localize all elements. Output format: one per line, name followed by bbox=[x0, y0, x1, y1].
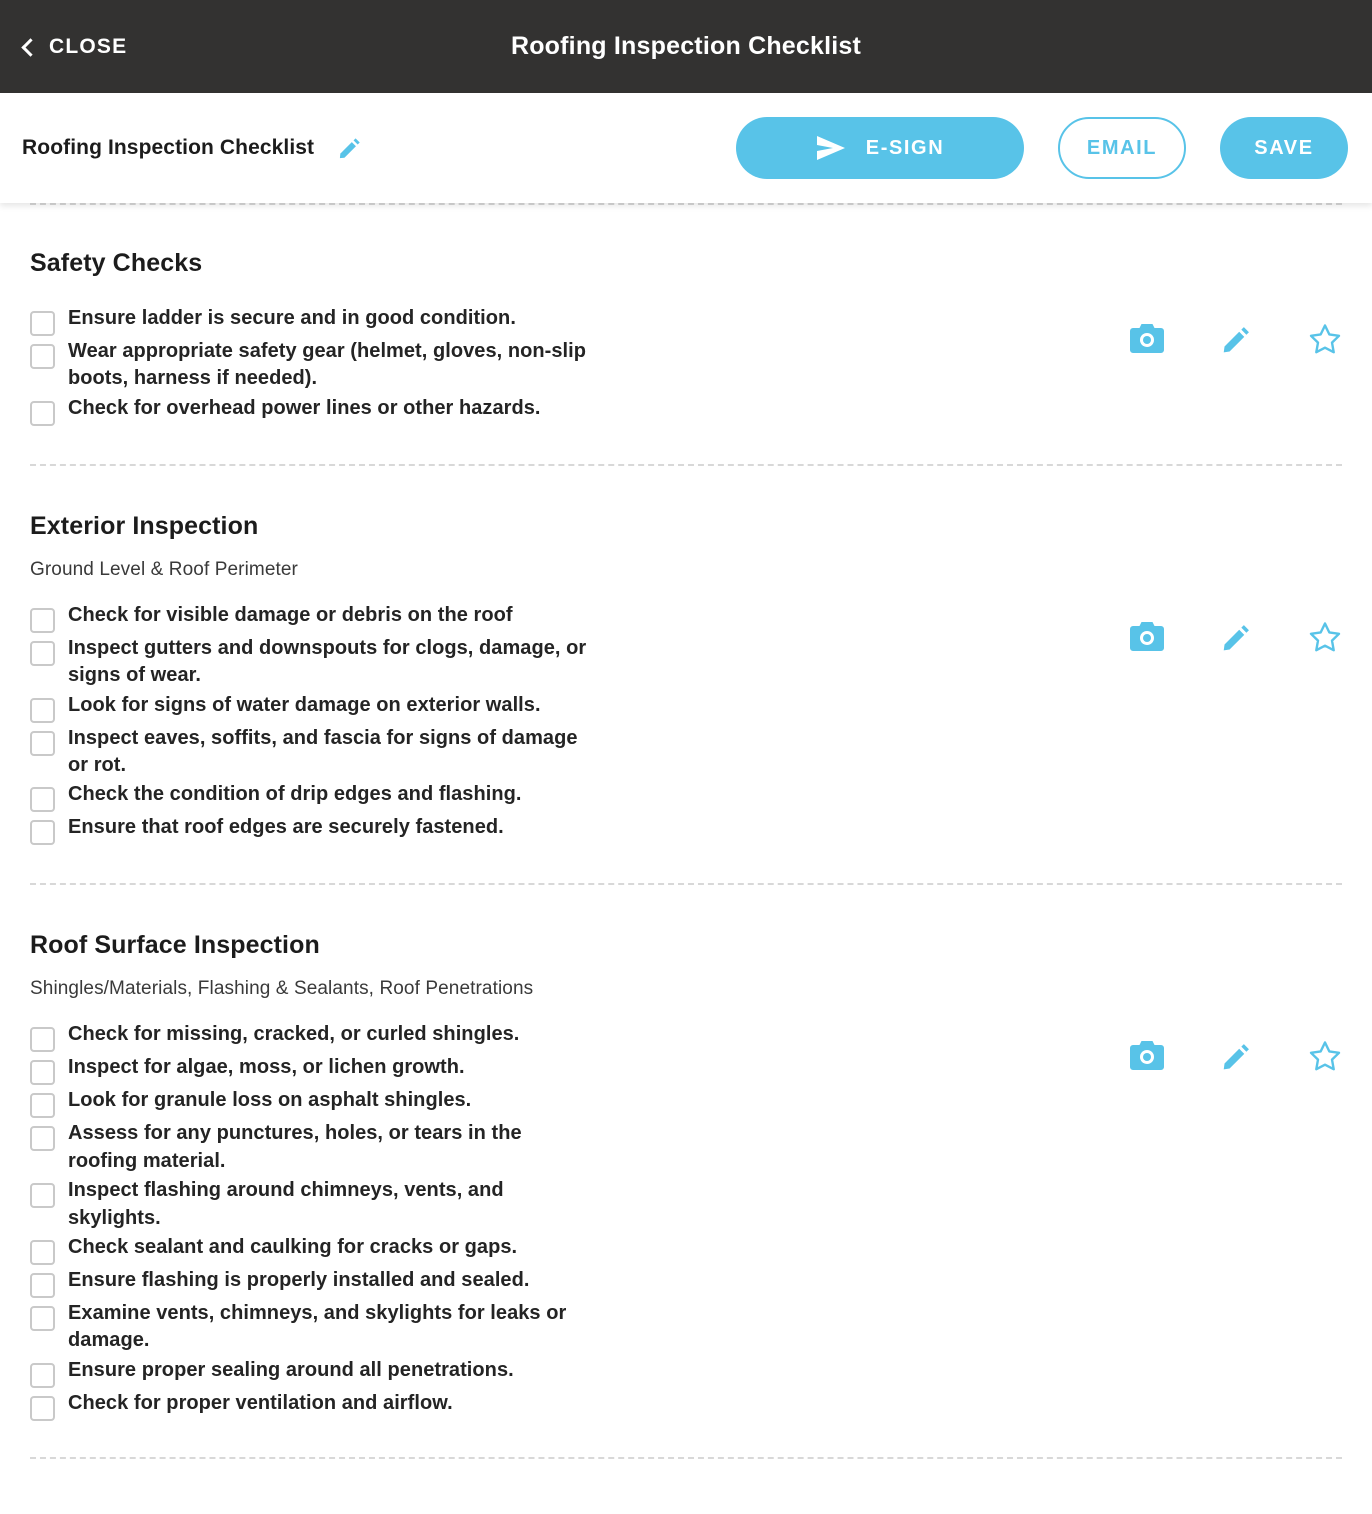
section-action-icons bbox=[1130, 621, 1342, 653]
checkbox[interactable] bbox=[30, 311, 55, 336]
star-outline-icon bbox=[1308, 621, 1342, 653]
list-item-label: Assess for any punctures, holes, or tears in the roofing material. bbox=[68, 1122, 522, 1172]
list-item-label: Wear appropriate safety gear (helmet, gloves, non-slip boots, harness if needed). bbox=[68, 340, 587, 390]
checkbox[interactable] bbox=[30, 731, 55, 756]
document-toolbar bbox=[0, 93, 1372, 203]
add-photo-button[interactable] bbox=[1130, 324, 1164, 354]
add-photo-button[interactable] bbox=[1130, 622, 1164, 652]
camera-icon bbox=[1130, 1041, 1164, 1071]
checkbox[interactable] bbox=[30, 401, 55, 426]
checkbox[interactable] bbox=[30, 1273, 55, 1298]
list-item-label: Ensure proper sealing around all penetrations. bbox=[68, 1358, 514, 1381]
favorite-button[interactable] bbox=[1308, 1040, 1342, 1072]
list-item[interactable] bbox=[30, 1357, 730, 1388]
checkbox[interactable] bbox=[30, 820, 55, 845]
list-item-label: Ensure that roof edges are securely fastened. bbox=[68, 816, 504, 839]
email-button[interactable] bbox=[1058, 117, 1186, 179]
document-title: Roofing Inspection Checklist bbox=[22, 136, 315, 159]
checkbox[interactable] bbox=[30, 1240, 55, 1265]
favorite-button[interactable] bbox=[1308, 323, 1342, 355]
chevron-left-icon bbox=[21, 38, 39, 56]
section-roof-surface-inspection bbox=[0, 885, 1372, 1422]
section-title: Safety Checks bbox=[30, 249, 203, 277]
checklist-scroll-area[interactable] bbox=[0, 203, 1372, 1514]
favorite-button[interactable] bbox=[1308, 621, 1342, 653]
checkbox[interactable] bbox=[30, 787, 55, 812]
add-photo-button[interactable] bbox=[1130, 1041, 1164, 1071]
list-item[interactable] bbox=[30, 1234, 730, 1265]
list-item[interactable] bbox=[30, 1300, 730, 1355]
pencil-icon bbox=[336, 135, 362, 161]
toolbar-actions bbox=[736, 117, 1348, 179]
checkbox[interactable] bbox=[30, 698, 55, 723]
list-item[interactable] bbox=[30, 305, 730, 336]
section-action-icons bbox=[1130, 1040, 1342, 1072]
checkbox[interactable] bbox=[30, 1363, 55, 1388]
checklist-items bbox=[30, 305, 730, 426]
list-item[interactable] bbox=[30, 602, 730, 633]
list-item[interactable] bbox=[30, 395, 730, 426]
page-title: Roofing Inspection Checklist bbox=[510, 32, 862, 60]
list-item[interactable] bbox=[30, 1054, 730, 1085]
close-button-label: CLOSE bbox=[49, 34, 128, 58]
list-item-label: Check sealant and caulking for cracks or gaps. bbox=[68, 1235, 518, 1258]
list-item[interactable] bbox=[30, 725, 730, 780]
edit-section-button[interactable] bbox=[1220, 1040, 1252, 1072]
section-action-icons bbox=[1130, 323, 1342, 355]
section-safety-checks bbox=[0, 205, 1372, 428]
camera-icon bbox=[1130, 622, 1164, 652]
checklist-items bbox=[30, 1021, 730, 1420]
document-title-group bbox=[22, 135, 362, 161]
list-item[interactable] bbox=[30, 1087, 730, 1118]
list-item[interactable] bbox=[30, 635, 730, 690]
list-item-label: Look for signs of water damage on exterior walls. bbox=[68, 693, 541, 716]
pencil-icon bbox=[1220, 323, 1252, 355]
section-title: Roof Surface Inspection bbox=[30, 931, 320, 960]
pencil-icon bbox=[1220, 621, 1252, 653]
camera-icon bbox=[1130, 324, 1164, 354]
list-item-label: Inspect eaves, soffits, and fascia for signs of damage or rot. bbox=[68, 726, 578, 776]
list-item-label: Inspect for algae, moss, or lichen growth. bbox=[68, 1056, 465, 1079]
checkbox[interactable] bbox=[30, 1396, 55, 1421]
list-item-label: Check for missing, cracked, or curled shingles. bbox=[68, 1023, 520, 1046]
list-item[interactable] bbox=[30, 338, 730, 393]
list-item-label: Ensure ladder is secure and in good condition. bbox=[68, 307, 516, 329]
send-icon bbox=[816, 135, 846, 161]
email-button-label: EMAIL bbox=[1086, 136, 1158, 159]
section-title: Exterior Inspection bbox=[30, 511, 259, 540]
list-item-label: Inspect flashing around chimneys, vents, and skylights. bbox=[68, 1179, 504, 1229]
esign-button-label: E-SIGN bbox=[865, 136, 945, 159]
list-item-label: Check the condition of drip edges and flashing. bbox=[68, 783, 522, 806]
checkbox[interactable] bbox=[30, 1060, 55, 1085]
star-outline-icon bbox=[1308, 1040, 1342, 1072]
section-exterior-inspection bbox=[0, 466, 1372, 848]
edit-section-button[interactable] bbox=[1220, 621, 1252, 653]
edit-section-button[interactable] bbox=[1220, 323, 1252, 355]
checkbox[interactable] bbox=[30, 1126, 55, 1151]
checkbox[interactable] bbox=[30, 1183, 55, 1208]
save-button[interactable] bbox=[1220, 117, 1348, 179]
list-item[interactable] bbox=[30, 1177, 730, 1232]
checkbox[interactable] bbox=[30, 344, 55, 369]
star-outline-icon bbox=[1308, 323, 1342, 355]
list-item-label: Check for proper ventilation and airflow. bbox=[68, 1391, 453, 1414]
section-subtitle: Ground Level & Roof Perimeter bbox=[30, 558, 298, 580]
close-button[interactable] bbox=[24, 35, 127, 59]
pencil-icon bbox=[1220, 1040, 1252, 1072]
app-header bbox=[0, 0, 1372, 93]
list-item-label: Inspect gutters and downspouts for clogs, damage, or signs of wear. bbox=[68, 636, 587, 687]
section-divider bbox=[30, 1457, 1342, 1459]
list-item[interactable] bbox=[30, 781, 730, 812]
list-item[interactable] bbox=[30, 1021, 730, 1052]
save-button-label: SAVE bbox=[1254, 136, 1314, 159]
checklist-items bbox=[30, 602, 730, 846]
list-item[interactable] bbox=[30, 1267, 730, 1298]
list-item[interactable] bbox=[30, 814, 730, 845]
checkbox[interactable] bbox=[30, 1027, 55, 1052]
esign-button[interactable] bbox=[736, 117, 1024, 179]
list-item-label: Check for overhead power lines or other hazards. bbox=[68, 396, 541, 419]
list-item-label: Check for visible damage or debris on the roof bbox=[68, 603, 513, 626]
list-item[interactable] bbox=[30, 1120, 730, 1175]
section-subtitle: Shingles/Materials, Flashing & Sealants, Roof Penetrations bbox=[30, 978, 534, 1000]
list-item-label: Examine vents, chimneys, and skylights for leaks or damage. bbox=[68, 1301, 567, 1352]
checkbox[interactable] bbox=[30, 1306, 55, 1331]
list-item[interactable] bbox=[30, 1390, 730, 1421]
list-item-label: Ensure flashing is properly installed and sealed. bbox=[68, 1268, 530, 1291]
list-item-label: Look for granule loss on asphalt shingles. bbox=[68, 1089, 472, 1112]
checkbox[interactable] bbox=[30, 1093, 55, 1118]
list-item[interactable] bbox=[30, 692, 730, 723]
checkbox[interactable] bbox=[30, 641, 55, 666]
edit-title-button[interactable] bbox=[336, 135, 362, 161]
checkbox[interactable] bbox=[30, 608, 55, 633]
